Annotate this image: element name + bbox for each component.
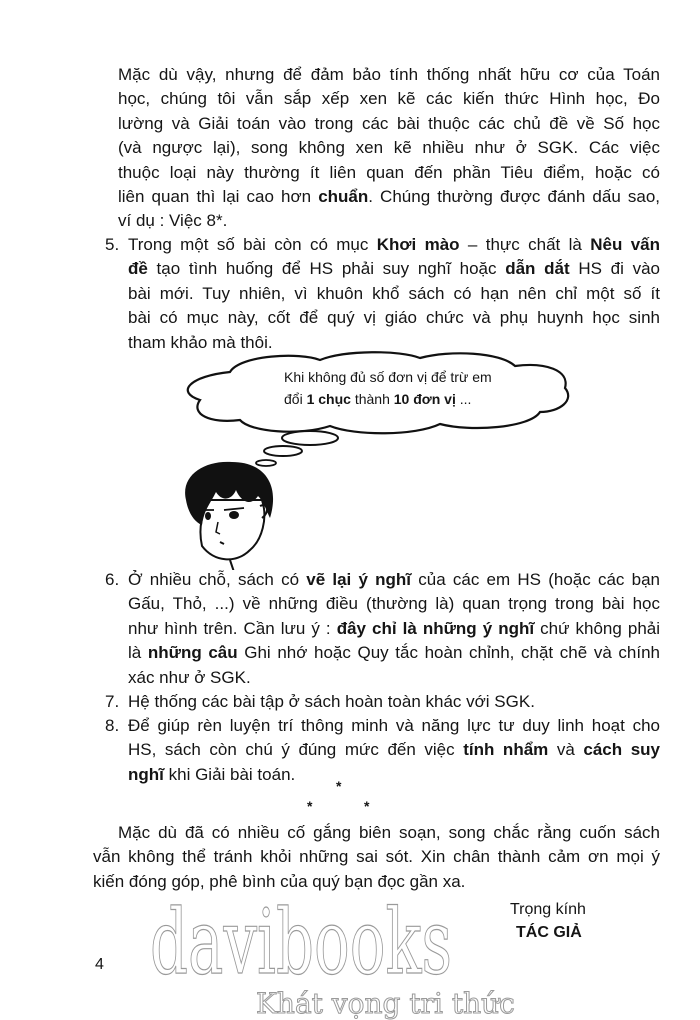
text: tạo tình huống để HS phải suy nghĩ hoặc [147, 259, 506, 279]
text: xác như ở SGK. [128, 667, 251, 687]
text-line [128, 592, 660, 616]
watermark-brand: davibooks [150, 890, 453, 995]
text: Ở nhiều chỗ, sách có [128, 570, 307, 589]
text-line [128, 233, 660, 257]
text: bài có mục này, cốt để quý vị giáo chức và phụ huynh học sinh [128, 308, 660, 328]
bold-text: chuẩn [318, 186, 369, 206]
bubble-bold-text: 1 chục [306, 391, 351, 407]
text: Ghi nhớ hoặc Quy tắc hoàn chỉnh, chặt chẽ và chính [237, 643, 660, 663]
text: ví dụ : Việc 8*. [118, 211, 228, 231]
text-line [118, 136, 660, 160]
text: HS, sách còn chú ý đúng mức đến việc [128, 740, 464, 760]
text-line [128, 714, 660, 738]
text-line [118, 63, 660, 87]
text-line [128, 306, 660, 330]
text-line [93, 845, 660, 869]
text: Để giúp rèn luyện trí thông minh và năng lực tư duy linh hoạt cho [128, 716, 660, 735]
text-line [118, 185, 660, 209]
bold-text: đây chỉ là những ý nghĩ [336, 618, 535, 638]
text: (và ngược lại), song không xen kẽ nhiều như ở SGK. Các việc [118, 138, 660, 158]
text: bài mới. Tuy nhiên, vì khuôn khổ sách có hạn nên chỉ một số ít [128, 283, 660, 303]
list-number: 7. [105, 692, 120, 711]
bold-text: dẫn dắt [505, 259, 570, 279]
list-item-7 [105, 690, 660, 714]
bubble-line-2 [284, 388, 492, 410]
bubble-text: thành [350, 391, 394, 407]
text: Mặc dù đã có nhiều cố gắng biên soạn, song chắc rằng cuốn sách [118, 823, 660, 842]
text-line [128, 641, 660, 665]
bubble-text: đổi [284, 391, 307, 407]
text: HS đi vào [569, 259, 660, 279]
text: khi Giải bài toán. [163, 764, 296, 784]
text: học, chúng tôi vẫn sắp xếp xen kẽ các kiến thức Hình học, Đo [118, 89, 660, 109]
text-line [128, 568, 660, 592]
signature-author: TÁC GIẢ [516, 924, 582, 941]
text: là [128, 643, 148, 663]
text: kiến đóng góp, phê bình của quý bạn đọc gần xa. [93, 871, 466, 891]
child-face-drawing [185, 462, 273, 570]
text-line [128, 690, 660, 714]
bold-text: những câu [147, 643, 238, 663]
text: – thực chất là [459, 235, 591, 254]
bold-text: Nêu vấn [590, 235, 660, 254]
bold-text: Khơi mào [376, 235, 460, 254]
page-number: 4 [95, 956, 104, 973]
text: lường và Giải toán vào trong các bài thuộc các chủ đề về Số học [118, 113, 660, 133]
text-line [128, 257, 660, 281]
text-line [118, 161, 660, 185]
list-item-8 [105, 714, 661, 787]
list-number: 8. [105, 716, 120, 735]
bold-text: vẽ lại ý nghĩ [306, 570, 412, 589]
separator-star-left: * [307, 798, 313, 814]
text-line [128, 738, 660, 762]
text: vẫn không thể tránh khỏi những sai sót. Xin chân thành cảm ơn mọi ý [93, 847, 660, 867]
text-line [93, 821, 660, 845]
list-item-5 [105, 233, 660, 355]
text-line [118, 112, 660, 136]
text: Gấu, Thỏ, ...) về những điều (thường là) quan trọng trong bài học [128, 594, 660, 614]
thought-bubble-medium [264, 446, 302, 456]
bubble-line-1: Khi không đủ số đơn vị để trừ em [284, 369, 492, 385]
text: chứ không phải [534, 618, 661, 638]
list-number: 5. [105, 235, 120, 254]
bold-text: cách suy [583, 740, 661, 760]
list-item-6 [105, 568, 661, 690]
text: thuộc loại này thường ít liên quan đến phần Tiêu điểm, hoặc có [118, 162, 660, 182]
bubble-bold-text: 10 đơn vị [393, 391, 456, 407]
signature-greeting: Trọng kính [510, 901, 586, 918]
text: . Chúng thường được đánh dấu sao, [368, 186, 660, 206]
list-number: 6. [105, 570, 120, 589]
text: Mặc dù vậy, nhưng để đảm bảo tính thống nhất hữu cơ của Toán [118, 65, 660, 84]
text-line [128, 666, 660, 690]
text: Trong một số bài còn có mục [128, 235, 377, 254]
thought-bubble-text [284, 366, 492, 410]
bold-text: nghĩ [128, 764, 164, 784]
watermark-slogan: Khát vọng tri thức [256, 987, 515, 1020]
text: như hình trên. Cần lưu ý : [128, 618, 337, 638]
bubble-text: ... [455, 391, 472, 407]
text-line [128, 763, 660, 787]
bold-text: tính nhẩm [463, 740, 549, 760]
paragraph-closing [93, 821, 660, 894]
text-line [118, 209, 660, 233]
bold-text: đề [128, 259, 148, 279]
separator-star-top: * [336, 778, 342, 794]
text: và [548, 740, 584, 760]
text-line [128, 282, 660, 306]
thought-bubble-large [282, 431, 338, 445]
separator-star-right: * [364, 798, 370, 814]
text: tham khảo mà thôi. [128, 332, 273, 352]
text: liên quan thì lại cao hơn [118, 186, 319, 206]
text: của các em HS (hoặc các bạn [411, 570, 660, 589]
paragraph-intro [118, 63, 660, 234]
text: Hệ thống các bài tập ở sách hoàn toàn khác với SGK. [128, 692, 535, 711]
thought-bubble-small [256, 460, 276, 466]
text-line [118, 87, 660, 111]
text-line [128, 617, 660, 641]
